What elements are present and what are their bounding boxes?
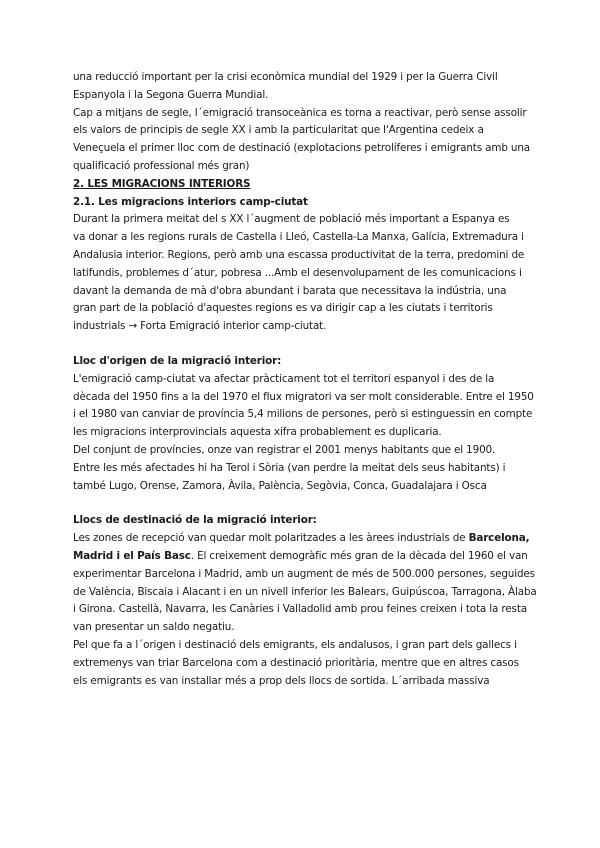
text-line: experimentar Barcelona i Madrid, amb un augment de més de 500.000 persones, seguides xyxy=(73,567,535,580)
destination-heading: Llocs de destinació de la migració interior: xyxy=(73,514,317,527)
origin-heading: Lloc d'origen de la migració interior: xyxy=(73,354,282,367)
text-line xyxy=(73,548,533,566)
bold-place-names: Barcelona, xyxy=(468,532,530,545)
text-line xyxy=(73,530,533,548)
document-page xyxy=(73,69,537,690)
section-2-heading: 2. LES MIGRACIONS INTERIORS xyxy=(73,177,251,190)
text-line: els emigrants es van installar més a prop dels llocs de sortida. L´arribada massiva xyxy=(73,674,490,687)
text-line: Veneçuela el primer lloc com de destinació (explotacions petrolíferes i emigrants amb una xyxy=(73,142,531,155)
text-line: van presentar un saldo negatiu. xyxy=(73,621,235,634)
text-line: Durant la primera meitat del s XX l´augment de població més important a Espanya es xyxy=(73,213,510,226)
text-line: i el 1980 van canviar de província 5,4 milions de persones, però si estinguessin en compte xyxy=(73,408,533,421)
paragraph-crisis xyxy=(73,69,533,105)
text-line: Espanyola i la Segona Guerra Mundial. xyxy=(73,88,269,101)
section-2-1-heading: 2.1. Les migracions interiors camp-ciutat xyxy=(73,195,308,208)
bold-place-names: Madrid i el País Basc xyxy=(73,549,191,562)
text-line: les migracions interprovincials aquesta xifra probablement es duplicaria. xyxy=(73,426,442,439)
spacer xyxy=(73,495,533,512)
text-line: de València, Biscaia i Alacant i en un nivell inferior les Balears, Guipúscoa, Tarragona, Àlaba xyxy=(73,585,537,598)
text-line: Del conjunt de províncies, onze van registrar el 2001 menys habitants que el 1900. xyxy=(73,443,496,456)
text-line: industrials → Forta Emigració interior camp-ciutat. xyxy=(73,320,327,333)
text-line: Entre les més afectades hi ha Terol i Sòria (van perdre la meitat dels seus habitants) i xyxy=(73,461,506,474)
text-line: Cap a mitjans de segle, l´emigració transoceànica es torna a reactivar, però sense assolir xyxy=(73,106,527,119)
text-span: Les zones de recepció van quedar molt polaritzades a les àrees industrials de xyxy=(73,532,469,545)
paragraph-origin-destination xyxy=(73,637,533,690)
paragraph-transoceanic xyxy=(73,105,533,176)
text-line: latifundis, problemes d´atur, pobresa ...Amb el desenvolupament de les comunicacions i xyxy=(73,266,522,279)
paragraph-origin xyxy=(73,371,533,496)
paragraph-rural-exodus xyxy=(73,211,533,336)
text-line: L'emigració camp-ciutat va afectar pràcticament tot el territori espanyol i des de la xyxy=(73,372,495,385)
text-line: Andalusia interior. Regions, però amb una escassa productivitat de la terra, predomini de xyxy=(73,248,525,261)
text-line: gran part de la població d'aquestes regions es va dirigir cap a les ciutats i territoris xyxy=(73,302,493,315)
spacer xyxy=(73,336,533,353)
text-line: i Girona. Castellà, Navarra, les Canàries i Valladolid amb prou feines creixen i tota la resta xyxy=(73,603,527,616)
paragraph-destination xyxy=(73,530,537,637)
text-line: va donar a les regions rurals de Castella i Lleó, Castella-La Manxa, Galícia, Extremadura i xyxy=(73,231,524,244)
text-line: els valors de principis de segle XX i amb la particularitat que l'Argentina cedeix a xyxy=(73,124,484,137)
text-line: davant la demanda de mà d'obra abundant i barata que necessitava la indústria, una xyxy=(73,284,507,297)
text-line: una reducció important per la crisi econòmica mundial del 1929 i per la Guerra Civil xyxy=(73,71,498,83)
text-line: extremenys van triar Barcelona com a destinació prioritària, mentre que en altres casos xyxy=(73,656,519,669)
text-line: també Lugo, Orense, Zamora, Àvila, Palència, Segòvia, Conca, Guadalajara i Osca xyxy=(73,479,487,492)
text-line: qualificació professional més gran) xyxy=(73,159,250,172)
text-span: . El creixement demogràfic més gran de la dècada del 1960 el van xyxy=(190,549,528,562)
text-line: Pel que fa a l´origen i destinació dels emigrants, els andalusos, i gran part dels gallecs i xyxy=(73,638,517,651)
text-line: dècada del 1950 fins a la del 1970 el flux migratori va ser molt considerable. Entre el 1950 xyxy=(73,390,534,403)
